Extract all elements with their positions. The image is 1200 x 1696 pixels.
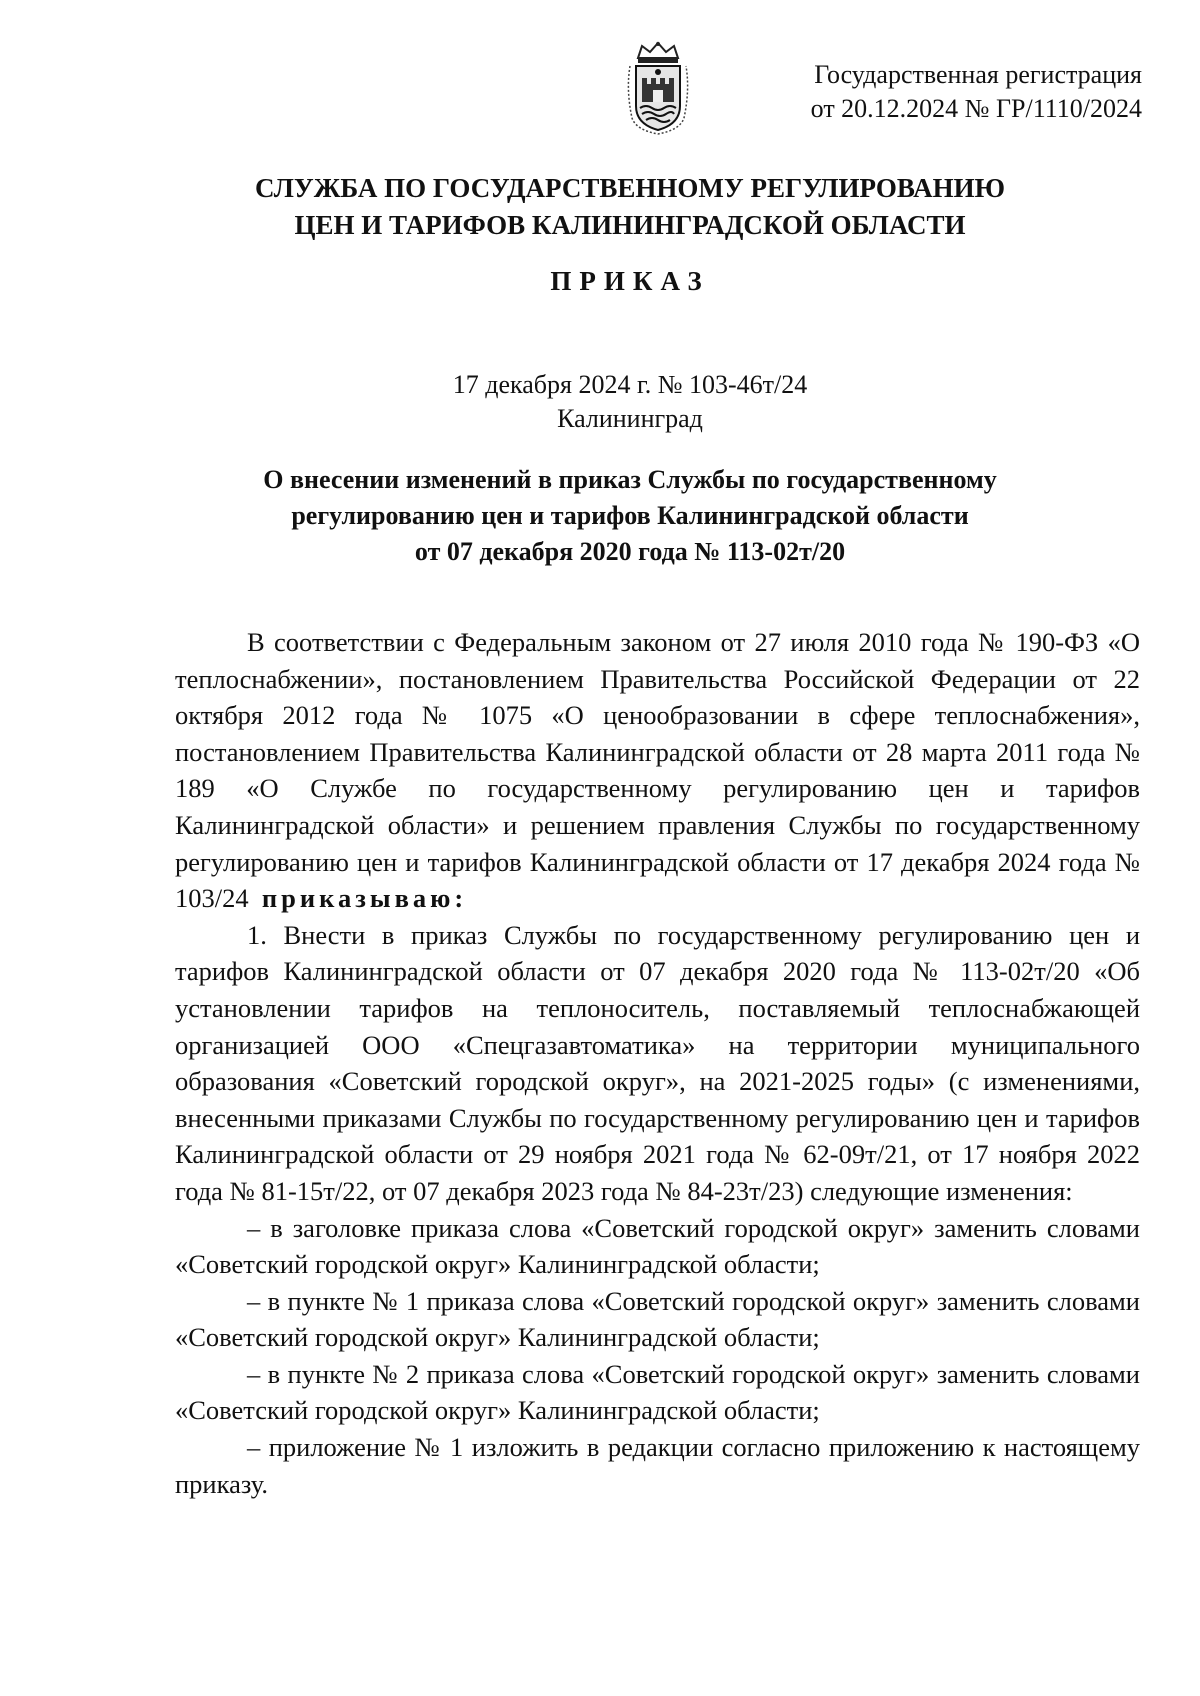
preamble-text: В соответствии с Федеральным законом от 27 июля 2010 года № 190-ФЗ «О теплоснабжении», постановлением Правительства Российской Федерации от 22 октября 2012 года № 1075 «О ценообразовании в сфере теплоснабжения», постановлением Правительства Калининградской области от 28 марта 2011 года № 189 «О Службе по государственному регулированию цен и тарифов Калининградской области» и решением правления Службы по государственному регулированию цен и тарифов Калининградской области от 17 декабря 2024 года № 103/24 bbox=[175, 627, 1140, 914]
order-word: приказываю: bbox=[261, 883, 468, 914]
date-and-place bbox=[0, 368, 1200, 436]
date-number: 17 декабря 2024 г. № 103-46т/24 bbox=[452, 370, 808, 399]
order-subject bbox=[0, 462, 1200, 570]
state-registration-stamp bbox=[722, 58, 1142, 126]
registration-line-2: от 20.12.2024 № ГР/1110/2024 bbox=[810, 94, 1142, 123]
preamble-paragraph bbox=[175, 624, 1140, 917]
change-item-4: – приложение № 1 изложить в редакции согласно приложению к настоящему приказу. bbox=[175, 1432, 1140, 1499]
coat-of-arms-emblem bbox=[624, 40, 692, 136]
organization-name bbox=[0, 170, 1200, 244]
subject-line-1: О внесении изменений в приказ Службы по государственному bbox=[263, 465, 997, 494]
city: Калининград bbox=[557, 404, 703, 433]
change-item-3: – в пункте № 2 приказа слова «Советский городской округ» заменить словами «Советский городской округ» Калининградской области; bbox=[175, 1358, 1140, 1426]
subject-line-2: регулированию цен и тарифов Калининградской области bbox=[291, 501, 969, 530]
registration-line-1: Государственная регистрация bbox=[814, 60, 1142, 89]
change-item-2: – в пункте № 1 приказа слова «Советский городской округ» заменить словами «Советский городской округ» Калининградской области; bbox=[175, 1285, 1140, 1353]
subject-line-3: от 07 декабря 2020 года № 113-02т/20 bbox=[414, 537, 846, 566]
item-1-paragraph: 1. Внести в приказ Службы по государственному регулированию цен и тарифов Калининградской области от 07 декабря 2020 года № 113-02т/20 «Об установлении тарифов на теплоноситель, поставляемый теплоснабжающей организацией ООО «Спецгазавтоматика» на территории муниципального образования «Советский городской округ», на 2021-2025 годы» (с изменениями, внесенными приказами Службы по государственному регулированию цен и тарифов Калининградской области от 29 ноября 2021 года № 62-09т/21, от 17 ноября 2022 года № 81-15т/22, от 07 декабря 2023 года № 84-23т/23) следующие изменения: bbox=[175, 919, 1140, 1206]
order-body bbox=[175, 624, 1140, 1502]
change-item-1: – в заголовке приказа слова «Советский городской округ» заменить словами «Советский городской округ» Калининградской области; bbox=[175, 1212, 1140, 1280]
document-type-title: ПРИКАЗ bbox=[550, 266, 710, 296]
organization-line-1: СЛУЖБА ПО ГОСУДАРСТВЕННОМУ РЕГУЛИРОВАНИЮ bbox=[254, 173, 1006, 203]
organization-line-2: ЦЕН И ТАРИФОВ КАЛИНИНГРАДСКОЙ ОБЛАСТИ bbox=[294, 210, 966, 240]
